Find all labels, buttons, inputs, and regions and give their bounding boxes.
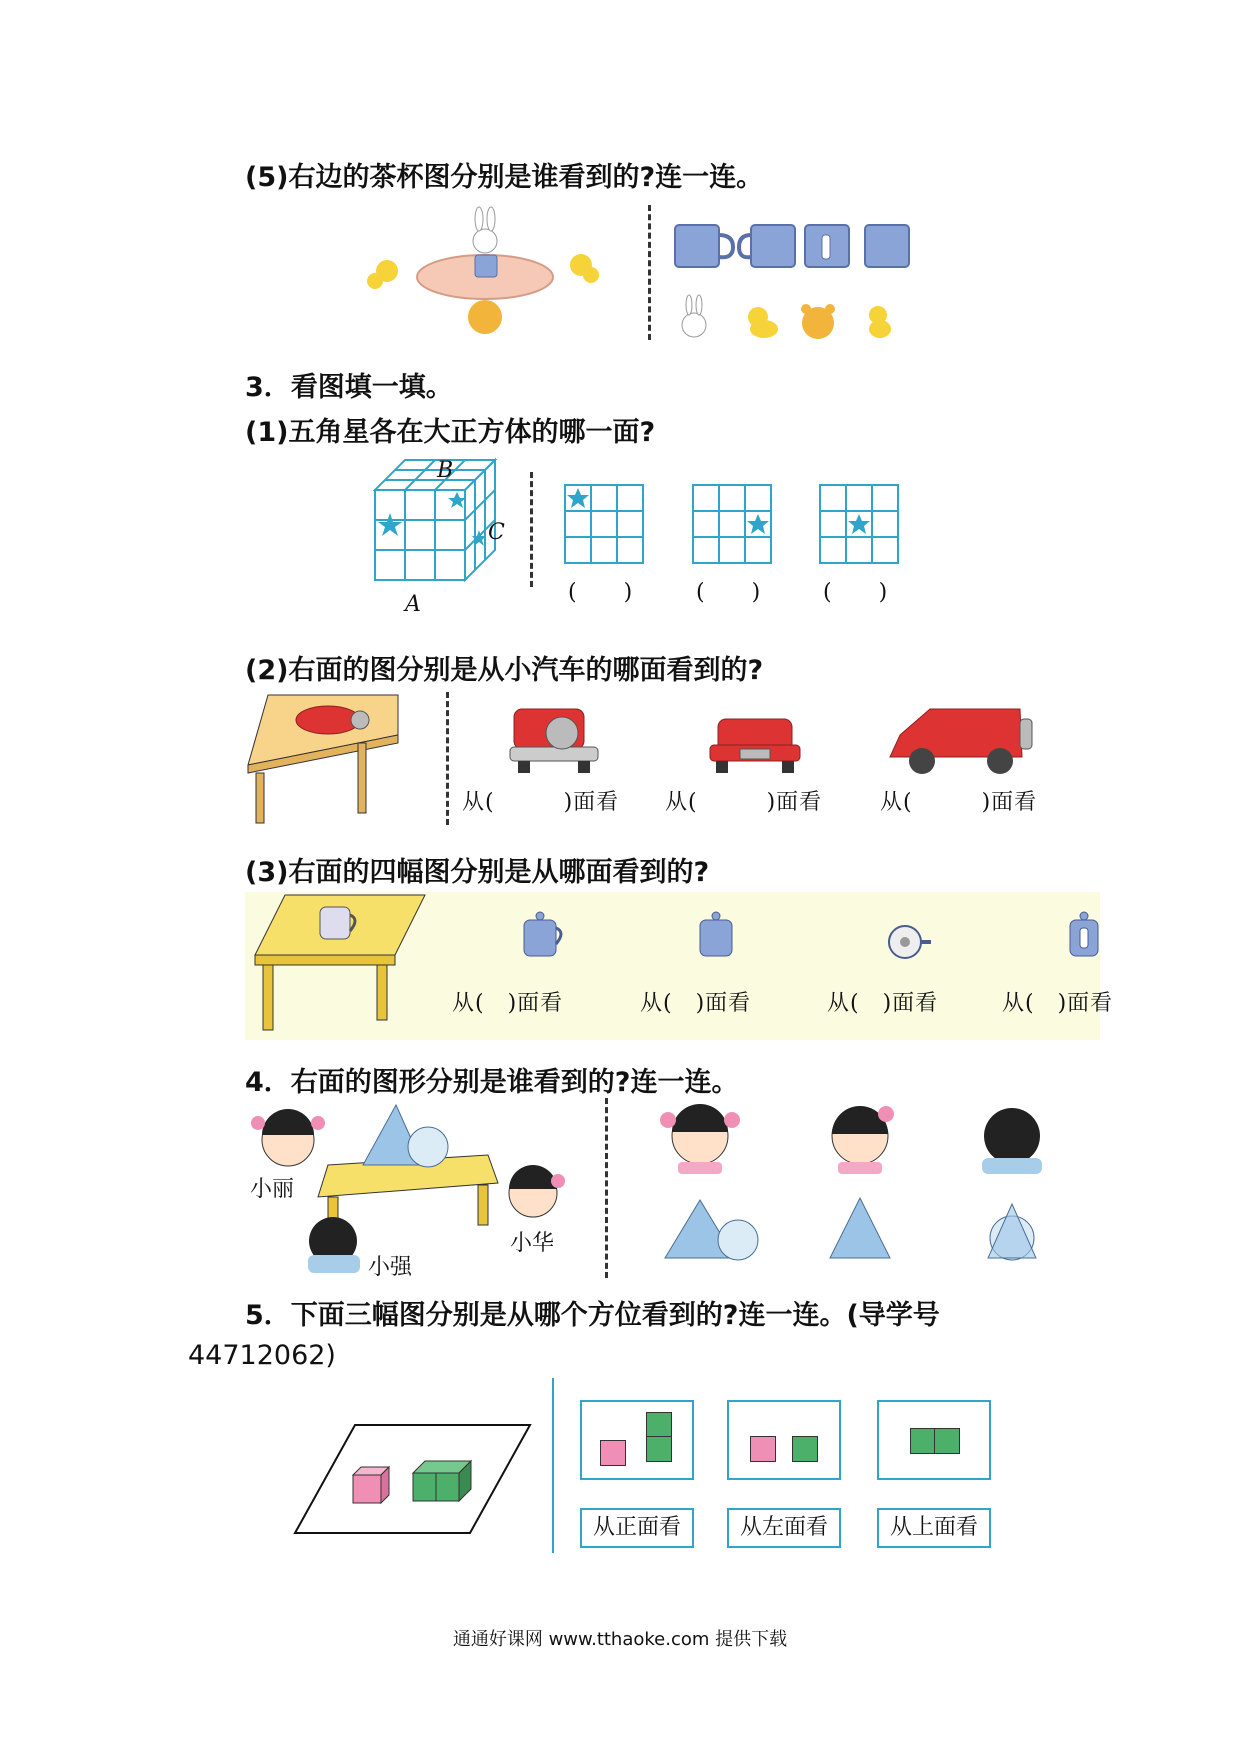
green-square <box>792 1436 818 1462</box>
star-icon <box>378 513 402 536</box>
blank[interactable]: 从( )面看 <box>452 991 564 1016</box>
pink-square <box>750 1436 776 1462</box>
tag-front-view[interactable]: 从正面看 <box>580 1508 694 1548</box>
name-xiaoli: 小丽 <box>250 1177 295 1202</box>
green-square <box>646 1412 672 1438</box>
q5-title: 5．下面三幅图分别是从哪个方位看到的?连一连。(导学号 <box>245 1300 940 1331</box>
name-xiaoqiang: 小强 <box>368 1255 413 1280</box>
blank[interactable]: 从( )面看 <box>640 991 752 1016</box>
name-xiaohua: 小华 <box>510 1231 555 1256</box>
q5-title-cont: 44712062) <box>188 1340 336 1371</box>
car-side-view <box>890 709 1032 774</box>
duck-icon <box>869 306 891 338</box>
q2-5-title: (5)右边的茶杯图分别是谁看到的?连一连。 <box>245 162 764 193</box>
shapes-view-2 <box>830 1198 890 1258</box>
green-square <box>934 1428 960 1454</box>
divider <box>552 1378 554 1553</box>
blank[interactable]: 从( )面看 <box>880 790 1038 815</box>
car-views <box>510 705 1040 780</box>
green-square <box>910 1428 936 1454</box>
viewer-icons <box>680 295 920 345</box>
view-box-1 <box>580 1400 694 1480</box>
boy-icon <box>308 1217 360 1273</box>
cube-label-c: C <box>488 520 505 545</box>
bear-icon <box>801 304 835 339</box>
shapes-view-3 <box>988 1204 1036 1260</box>
table-with-pot <box>255 895 425 1035</box>
star-face-grids <box>565 485 905 565</box>
divider <box>605 1098 608 1278</box>
green-blocks <box>413 1461 471 1501</box>
q4-title: 4．右面的图形分别是谁看到的?连一连。 <box>245 1067 739 1098</box>
blank[interactable]: 从( )面看 <box>1002 991 1114 1016</box>
blank[interactable]: 从( )面看 <box>462 790 620 815</box>
blank[interactable]: ( ) <box>568 580 634 605</box>
q3-3-title: (3)右面的四幅图分别是从哪面看到的? <box>245 857 710 888</box>
pink-square <box>600 1440 626 1466</box>
pot-view-back <box>1070 912 1098 956</box>
blocks-on-plane <box>295 1425 535 1535</box>
car-front-view <box>710 719 800 773</box>
green-square <box>646 1436 672 1462</box>
view-options <box>660 1100 1060 1275</box>
blank[interactable]: 从( )面看 <box>665 790 823 815</box>
teapot-views <box>520 910 1100 970</box>
pink-cube <box>353 1467 389 1503</box>
divider <box>446 692 449 825</box>
girl-icon <box>509 1165 565 1217</box>
pot-view-side <box>524 912 561 956</box>
blank[interactable]: 从( )面看 <box>827 991 939 1016</box>
teacup-table-scene <box>385 205 605 345</box>
shapes-view-1 <box>665 1200 758 1260</box>
blank[interactable]: ( ) <box>823 580 889 605</box>
pot-view-front <box>700 912 732 956</box>
cup-view-back <box>865 225 909 267</box>
car-back-view <box>510 709 598 773</box>
star-icon <box>747 514 769 534</box>
girl-front-icon <box>660 1104 740 1174</box>
q3-2-title: (2)右面的图分别是从小汽车的哪面看到的? <box>245 655 764 686</box>
blank[interactable]: ( ) <box>696 580 762 605</box>
pot-view-top <box>889 926 931 958</box>
divider <box>648 205 651 340</box>
table-with-car <box>248 695 408 825</box>
tag-left-view[interactable]: 从左面看 <box>727 1508 841 1548</box>
q3-title: 3．看图填一填。 <box>245 372 453 403</box>
girl-icon <box>251 1109 325 1166</box>
star-icon <box>567 488 589 508</box>
cup-view-side-right <box>739 225 795 267</box>
q3-1-title: (1)五角星各在大正方体的哪一面? <box>245 417 656 448</box>
star-icon <box>848 514 870 534</box>
boy-back-icon <box>982 1108 1042 1174</box>
cup-view-front <box>805 225 849 267</box>
rabbit-icon <box>682 295 706 337</box>
divider <box>530 472 533 587</box>
cube-label-b: B <box>437 458 454 483</box>
cube-label-a: A <box>405 592 421 617</box>
view-box-2 <box>727 1400 841 1480</box>
footer-text: 通通好课网 www.tthaoke.com 提供下载 <box>452 1629 788 1650</box>
star-icon <box>448 492 466 508</box>
cup-view-side-left <box>675 225 733 267</box>
tag-top-view[interactable]: 从上面看 <box>877 1508 991 1548</box>
girl-side-icon <box>832 1106 894 1174</box>
duck-icon <box>748 307 778 338</box>
